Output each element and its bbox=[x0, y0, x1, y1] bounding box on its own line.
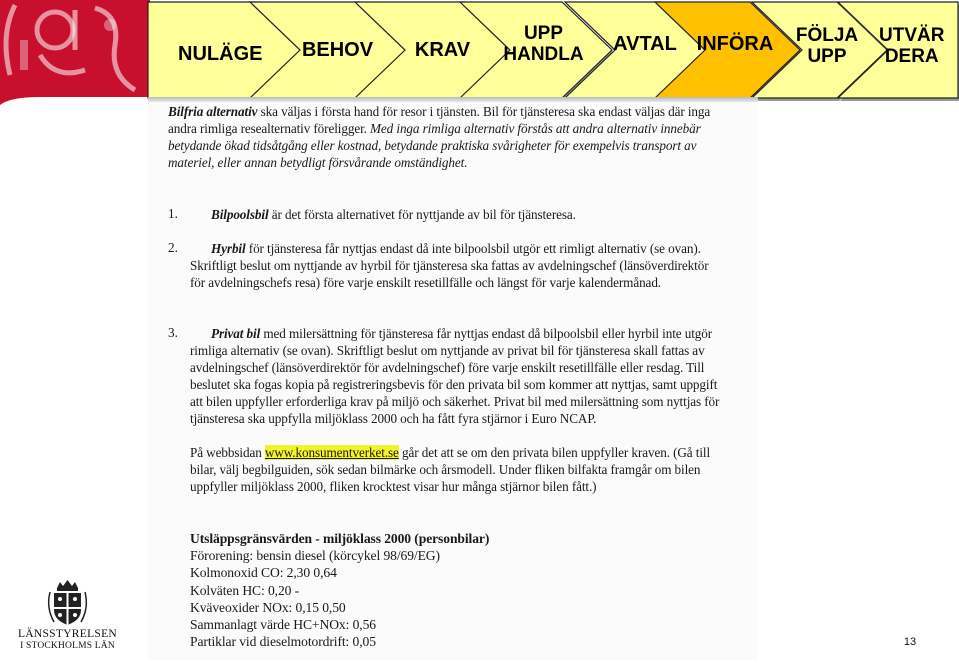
web-before: På webbsidan bbox=[190, 445, 265, 460]
item-2-body: för tjänsteresa får nyttjas endast då inte bilpoolsbil utgör ett rimligt alternativ (se ovan). Skriftligt beslut om nyttjande av hyrbil för tjänsteresa ska fattas av avdelningschef (länsöverdirektör för avdelningschefs resa) före varje enskilt resetillfälle och längst för varje kalendermånad. bbox=[190, 241, 709, 291]
item-3-text bbox=[190, 325, 725, 428]
intro-paragraph bbox=[168, 103, 728, 171]
step-label-behov: BEHOV bbox=[301, 39, 374, 61]
item-2-number: 2. bbox=[168, 240, 178, 255]
document-top-edge bbox=[148, 97, 758, 102]
step-label-infora: INFÖRA bbox=[696, 33, 774, 55]
emission-row: Partiklar vid dieselmotordrift: 0,05 bbox=[190, 634, 376, 650]
step-label-utvardera: UTVÄR DERA bbox=[879, 25, 945, 67]
item-1-text bbox=[211, 206, 731, 223]
page-number: 13 bbox=[903, 636, 917, 648]
lansstyrelsen-logo bbox=[10, 578, 125, 658]
step-label-krav: KRAV bbox=[414, 39, 471, 61]
emission-table bbox=[190, 530, 590, 650]
item-3-body: med milersättning för tjänsteresa får nyttjas endast då bilpoolsbil eller hyrbil inte utgör rimliga alternativ (se ovan). Skriftligt beslut om nyttjande av privat bil för tjänsteresa skall fattas av avdelningschef (länsöverdirektör för avdelningschef) före varje enskilt resetillfälle eller resdag. Till beslutet ska fogas kopia på registreringsbevis för den privata bil som kommer att nyttjas, samt uppgift att bilen uppfyller erforderliga krav på miljö och säkerhet. Privat bil med milersättning som nyttjas för tjänsteresa ska uppfylla miljöklass 2000 och ha fått fyra stjärnor i Euro NCAP. bbox=[190, 326, 720, 427]
item-1-number: 1. bbox=[168, 206, 178, 221]
crown-shield-icon bbox=[10, 578, 125, 628]
logo-text-line2: I STOCKHOLMS LÄN bbox=[20, 641, 115, 651]
item-1-body: är det första alternativet för nyttjande av bil för tjänsteresa. bbox=[268, 207, 576, 222]
emission-row: Kväveoxider NOx: 0,15 0,50 bbox=[190, 599, 346, 615]
logo-text-line1: LÄNSSTYRELSEN bbox=[17, 628, 118, 640]
item-3-lead: Privat bil bbox=[211, 326, 261, 341]
step-label-folja-upp: FÖLJA UPP bbox=[795, 25, 859, 67]
item-3-number: 3. bbox=[168, 325, 178, 340]
emission-row: Kolväten HC: 0,20 - bbox=[190, 582, 300, 598]
item-3-web-paragraph bbox=[190, 444, 718, 495]
step-label-upphandla: UPP HANDLA bbox=[503, 23, 584, 65]
web-after: går det att se om den privata bilen uppfyller kraven. (Gå till bilar, välj begbilguiden, sök sedan bilmärke och årsmodell. Under fliken bilfakta framgår om bilen uppfyller miljöklass 2000, fliken krocktest visar hur många stjärnor bilen fått.) bbox=[190, 445, 711, 495]
item-2-lead: Hyrbil bbox=[211, 241, 246, 256]
emission-table-title: Utsläppsgränsvärden - miljöklass 2000 (personbilar) bbox=[190, 531, 490, 546]
step-label-nulage: NULÄGE bbox=[178, 43, 263, 65]
item-2-text bbox=[190, 240, 720, 291]
intro-text: ska väljas i första hand för resor i tjänsten. Bil för tjänsteresa ska endast väljas där inga andra rimliga resealternativ föreligger. bbox=[168, 104, 711, 137]
item-1-lead: Bilpoolsbil bbox=[211, 207, 269, 222]
emission-row: Sammanlagt värde HC+NOx: 0,56 bbox=[190, 617, 376, 633]
intro-lead: Bilfria alternativ bbox=[168, 104, 258, 119]
emission-row: Förorening: bensin diesel (körcykel 98/69/EG) bbox=[190, 548, 440, 564]
emission-row: Kolmonoxid CO: 2,30 0,64 bbox=[190, 565, 337, 581]
step-label-avtal: AVTAL bbox=[613, 33, 677, 55]
konsumentverket-link[interactable]: www.konsumentverket.se bbox=[264, 445, 399, 460]
intro-italic: Med inga rimliga alternativ förstås att andra alternativ innebär betydande ökad tidsåtgång eller kostnad, betydande praktiska svårigheter för exempelvis transport av materiel, eller annan betydligt försvårande omständighet. bbox=[168, 121, 701, 171]
